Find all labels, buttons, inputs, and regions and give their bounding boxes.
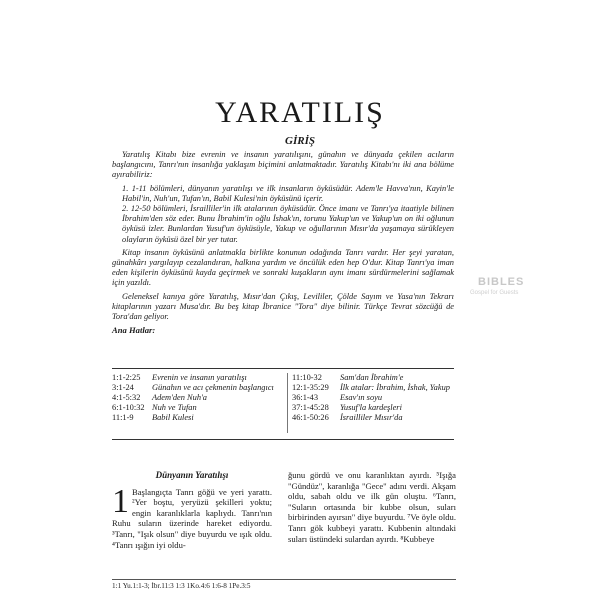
outline-desc: İsrailliler Mısır'da — [340, 413, 403, 422]
outline-desc: Adem'den Nuh'a — [152, 393, 207, 402]
watermark-logo: BIBLES — [478, 276, 525, 288]
outline-row — [292, 373, 459, 383]
intro-paragraph-3: Geleneksel kanıya göre Yaratılış, Mısır'dan Çıkış, Levililer, Çölde Sayım ve Yasa'nın Tekrarı kitaplarının yazarı Musa'dır. Bu beş kitap İbranice "Tora" diye bilinir. Türkçe Tevrat sözcüğü de Tora'dan geliyor. — [112, 291, 454, 322]
verse-text-left: Başlangıçta Tanrı göğü ve yeri yarattı. ²Yer boştu, yeryüzü şekilleri yoktu; engin karanlıklarla kaplıydı. Tanrı'nın Ruhu suların üzerinde hareket ediyordu. ³Tanrı, "Işık olsun" diye buyurdu ve ışık oldu. ⁴Tanrı ışığın iyi oldu- — [112, 486, 272, 550]
intro-list-item-2: 2. 12-50 bölümleri, İsrailliler'in ilk atalarının öyküsüdür. Önce imanı ve Tanrı'ya itaatiyle bilinen İbrahim'den söz eder. Bunu İbrahim'in oğlu İshak'ın, torunu Yakup'un ve Yakup'un on iki oğlunun öyküsü izler. Bunlardan Yusuf'un öyküsüyle, Yakup ve oğullarının Mısır'da yaşamaya sürükleyen olayların öyküsü özel bir yer tutar. — [122, 204, 454, 244]
outline-desc: Babil Kulesi — [152, 413, 194, 422]
outline-heading: Ana Hatlar: — [112, 325, 156, 336]
outline-right-column — [287, 373, 459, 433]
outline-row — [112, 373, 287, 383]
intro-list-item-1: 1. 1-11 bölümleri, dünyanın yaratılışı ve ilk insanların öyküsüdür. Adem'le Havva'nın, Kayin'le Habil'in, Nuh'un, Tufan'ın, Babil Kulesi'nin öyküsünü içerir. — [122, 183, 454, 203]
outline-row — [112, 403, 287, 413]
intro-paragraph-1: Yaratılış Kitabı bize evrenin ve insanın yaratılışını, günahın ve dünyada çekilen acıların başlangıcını, Tanrı'nın insanlığa yaklaşım biçimini anlatmaktadır. Yaratılış Kitabı'nı iki ana bölüme ayırabiliriz: — [112, 150, 454, 180]
intro-heading: GİRİŞ — [285, 135, 315, 147]
introduction — [112, 150, 454, 339]
watermark-subtext: Gospel for Guests — [470, 290, 519, 296]
outline-desc: Günahın ve acı çekmenin başlangıcı — [152, 383, 274, 392]
outline-ref: 1:1-2:25 — [112, 373, 141, 382]
outline-desc: Sam'dan İbrahim'e — [340, 373, 404, 382]
outline-desc: Nuh ve Tufan — [152, 403, 197, 412]
outline-row — [112, 413, 287, 423]
outline-row — [292, 413, 459, 423]
outline-row — [112, 383, 287, 393]
outline-ref: 12:1-35:29 — [292, 383, 329, 392]
outline-desc: Esav'ın soyu — [340, 393, 383, 402]
chapter-number: 1 — [112, 482, 129, 520]
outline-ref: 11:1-9 — [112, 413, 134, 422]
outline-table — [112, 368, 454, 440]
outline-ref: 11:10-32 — [292, 373, 322, 382]
outline-desc: Yusuf'la kardeşleri — [340, 403, 402, 412]
outline-row — [292, 403, 459, 413]
scripture-column-right — [288, 470, 456, 544]
scripture-column-left — [112, 470, 272, 550]
outline-row — [292, 383, 459, 393]
verse-text-right: ğunu gördü ve onu karanlıktan ayırdı. ⁵Işığa "Gündüz", karanlığa "Gece" adını verdi. Akşam oldu, sabah oldu ve ilk gün oluştu. ⁶Tanrı, "Suların ortasında bir kubbe olsun, suları birbirinden ayırsın" diye buyurdu. ⁷Ve öyle oldu. Tanrı gök kubbeyi yarattı. Kubbenin altındaki suları üstündeki sulardan ayırdı. ⁸Kubbeye — [288, 470, 456, 544]
outline-desc: Evrenin ve insanın yaratılışı — [152, 373, 247, 382]
outline-ref: 3:1-24 — [112, 383, 134, 392]
outline-ref: 4:1-5:32 — [112, 393, 141, 402]
intro-list — [112, 184, 454, 245]
section-heading: Dünyanın Yaratılışı — [155, 470, 229, 480]
outline-ref: 46:1-50:26 — [292, 413, 329, 422]
book-title: YARATILIŞ — [215, 96, 385, 129]
outline-ref: 37:1-45:28 — [292, 403, 329, 412]
outline-left-column — [112, 373, 287, 423]
outline-row — [112, 393, 287, 403]
intro-paragraph-2: Kitap insanın öyküsünü anlatmakla birlikte konunun odağında Tanrı vardır. Her şeyi yaratan, günahkârı yargılayıp cezalandıran, halkına yardım ve öncülük eden hep O'dur. Kitap Tanrı'ya iman eden kişilerin öyküsünü kayda geçirmek ve sonraki kuşakların aynı imanı sürdürmelerini sağlamak için yazıldı. — [112, 247, 454, 288]
outline-row — [292, 393, 459, 403]
cross-references: 1:1 Yu.1:1-3; İbr.11:3 1:3 1Ko.4:6 1:6-8 1Pe.3:5 — [112, 579, 456, 590]
outline-desc: İlk atalar: İbrahim, İshak, Yakup — [340, 383, 450, 392]
outline-ref: 36:1-43 — [292, 393, 319, 402]
outline-ref: 6:1-10:32 — [112, 403, 145, 412]
